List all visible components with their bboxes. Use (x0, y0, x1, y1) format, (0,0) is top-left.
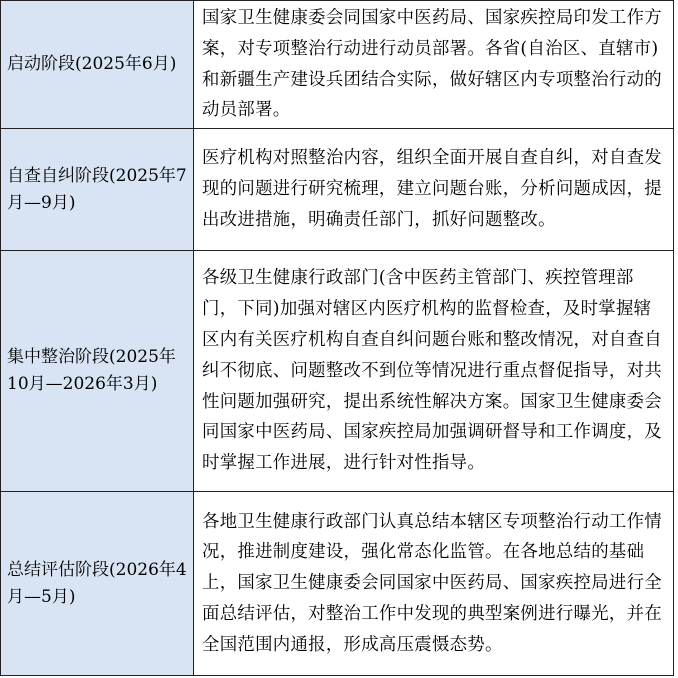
phase-cell-rectification: 集中整治阶段(2025年10月—2026年3月) (1, 251, 194, 492)
content-cell-launch: 国家卫生健康委会同国家中医药局、国家疾控局印发工作方案，对专项整治行动进行动员部署。各省(自治区、直辖市)和新疆生产建设兵团结合实际，做好辖区内专项整治行动的动员部署。 (194, 1, 674, 129)
content-cell-summary: 各地卫生健康行政部门认真总结本辖区专项整治行动工作情况，推进制度建设，强化常态化监管。在各地总结的基础上，国家卫生健康委会同国家中医药局、国家疾控局进行全面总结评估，对整治工作中发现的典型案例进行曝光，并在全国范围内通报，形成高压震慑态势。 (194, 492, 674, 676)
phase-cell-summary: 总结评估阶段(2026年4月—5月) (1, 492, 194, 676)
table-row (1, 129, 674, 251)
table-row (1, 251, 674, 492)
table-row (1, 492, 674, 676)
content-cell-rectification: 各级卫生健康行政部门(含中医药主管部门、疾控管理部门，下同)加强对辖区内医疗机构的监督检查，及时掌握辖区内有关医疗机构自查自纠问题台账和整改情况，对自查自纠不彻底、问题整改不到位等情况进行重点督促指导，对共性问题加强研究，提出系统性解决方案。国家卫生健康委会同国家中医药局、国家疾控局加强调研督导和工作调度，及时掌握工作进展，进行针对性指导。 (194, 251, 674, 492)
content-cell-self-check: 医疗机构对照整治内容，组织全面开展自查自纠，对自查发现的问题进行研究梳理，建立问题台账，分析问题成因，提出改进措施，明确责任部门，抓好问题整改。 (194, 129, 674, 251)
phase-cell-launch: 启动阶段(2025年6月) (1, 1, 194, 129)
table-row (1, 1, 674, 129)
phase-cell-self-check: 自查自纠阶段(2025年7月—9月) (1, 129, 194, 251)
